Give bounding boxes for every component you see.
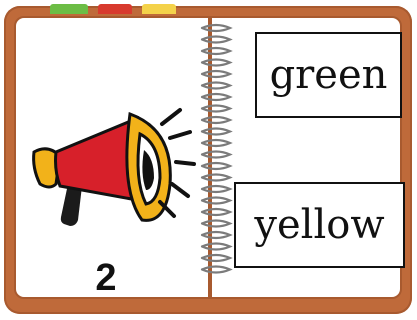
- spiral-ring: [202, 25, 230, 31]
- spiral-ring: [202, 71, 230, 77]
- megaphone-icon: [20, 92, 198, 242]
- word-green: green: [269, 52, 388, 98]
- word-card-yellow: [234, 182, 405, 268]
- spiral-ring: [202, 163, 230, 169]
- spiral-ring: [202, 221, 230, 227]
- spiral-ring: [202, 209, 230, 215]
- spiral-ring: [202, 106, 230, 112]
- spiral-ring: [202, 83, 230, 89]
- yellow-tab: [142, 4, 176, 14]
- notebook-tabs: [0, 4, 417, 14]
- spiral-ring: [202, 255, 230, 261]
- word-yellow: yellow: [254, 202, 385, 248]
- spiral-ring: [202, 244, 230, 250]
- spiral-ring: [202, 117, 230, 123]
- spiral-ring: [202, 140, 230, 146]
- spiral-ring: [202, 267, 230, 273]
- word-card-green: [255, 32, 402, 118]
- spiral-ring: [202, 94, 230, 100]
- green-tab: [50, 4, 88, 14]
- page-number: 2: [95, 257, 117, 299]
- spiral-ring: [202, 60, 230, 66]
- spiral-ring: [202, 152, 230, 158]
- spiral-ring: [202, 129, 230, 135]
- red-tab: [98, 4, 132, 14]
- spiral-ring: [202, 37, 230, 43]
- spiral-ring: [202, 175, 230, 181]
- spiral-ring: [202, 48, 230, 54]
- spiral-ring: [202, 186, 230, 192]
- spiral-ring: [202, 232, 230, 238]
- spiral-ring: [202, 198, 230, 204]
- spiral-binding: [196, 22, 236, 290]
